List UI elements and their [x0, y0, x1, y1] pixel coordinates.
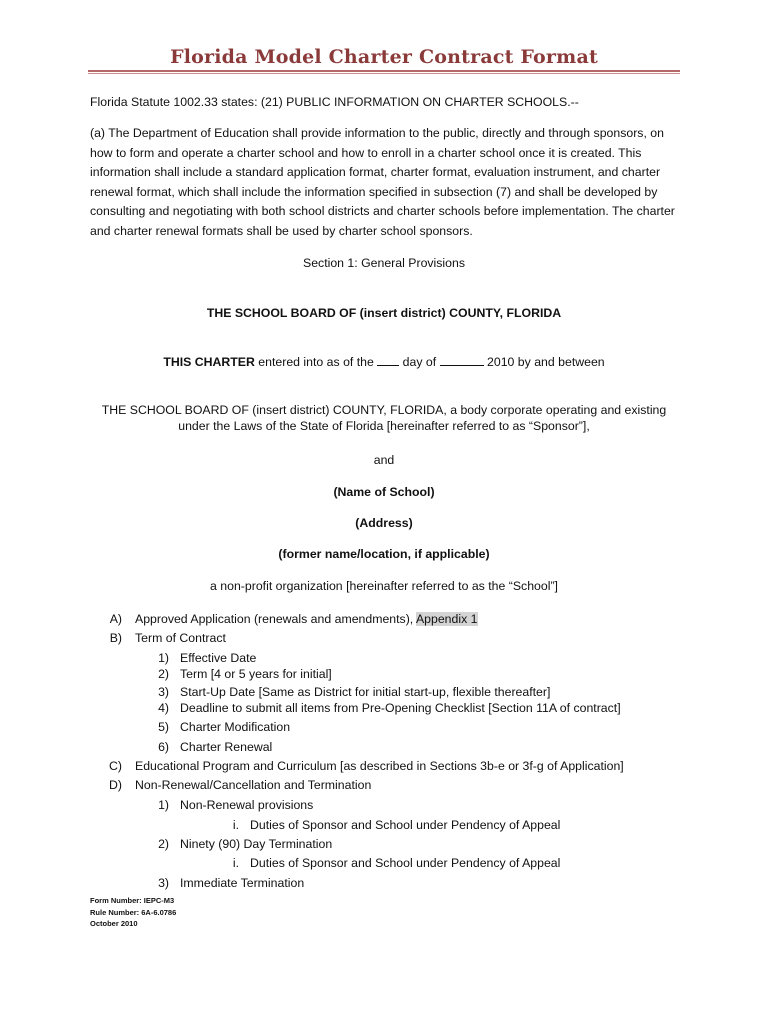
- sub-marker: 3): [158, 685, 169, 699]
- section-heading: Section 1: General Provisions: [303, 256, 465, 270]
- sub-marker: 4): [158, 701, 169, 715]
- school-board-heading: THE SCHOOL BOARD OF (insert district) COUNTY, FLORIDA: [206, 306, 562, 320]
- charter-entry-line: [0, 354, 768, 370]
- charter-text-2: day of: [399, 355, 440, 369]
- school-name-placeholder: (Name of School): [333, 485, 435, 499]
- sub-item: Deadline to submit all items from Pre-Opening Checklist [Section 11A of contract]: [180, 701, 621, 715]
- nonprofit-line: a non-profit organization [hereinafter referred to as the “School”]: [210, 579, 558, 593]
- charter-text-3: 2010 by and between: [483, 355, 605, 369]
- appendix-highlight: Appendix 1: [415, 612, 478, 626]
- day-blank: [377, 354, 399, 366]
- sub-item: Ninety (90) Day Termination: [180, 837, 333, 851]
- rule-number: Rule Number: 6A-6.0786: [90, 907, 177, 917]
- sub-marker: 2): [158, 837, 169, 851]
- sub-item: Start-Up Date [Same as District for initial start-up, flexible thereafter]: [180, 685, 551, 699]
- sub-item: Charter Renewal: [180, 740, 273, 754]
- roman-marker: i.: [232, 856, 239, 870]
- sub-item: Immediate Termination: [180, 876, 305, 890]
- former-name-placeholder: (former name/location, if applicable): [278, 547, 490, 561]
- sub-item: Non-Renewal provisions: [180, 798, 314, 812]
- sub-item: Charter Modification: [180, 720, 291, 734]
- sub-item: Term [4 or 5 years for initial]: [180, 667, 332, 681]
- sub-marker: 1): [158, 798, 169, 812]
- footer-date: October 2010: [90, 919, 138, 928]
- charter-label: THIS CHARTER: [163, 355, 255, 369]
- document-title: Florida Model Charter Contract Format: [170, 46, 598, 68]
- statute-line: Florida Statute 1002.33 states: (21) PUBLIC INFORMATION ON CHARTER SCHOOLS.--: [90, 95, 579, 109]
- outline-item-c: Educational Program and Curriculum [as described in Sections 3b-e or 3f-g of Application]: [135, 759, 624, 773]
- outline-marker: D): [109, 778, 122, 792]
- roman-item: Duties of Sponsor and School under Pendency of Appeal: [250, 818, 561, 832]
- title-divider-thin: [88, 73, 680, 74]
- outline-marker: C): [109, 759, 122, 773]
- roman-marker: i.: [232, 818, 239, 832]
- outline-marker: A): [109, 612, 122, 626]
- roman-item: Duties of Sponsor and School under Pendency of Appeal: [250, 856, 561, 870]
- charter-text-1: entered into as of the: [254, 355, 378, 369]
- sub-marker: 5): [158, 720, 169, 734]
- sub-item: Effective Date: [180, 651, 257, 665]
- outline-item-d: Non-Renewal/Cancellation and Termination: [135, 778, 372, 792]
- sub-marker: 1): [158, 651, 169, 665]
- board-description-1: THE SCHOOL BOARD OF (insert district) COUNTY, FLORIDA, a body corporate operating and existing: [101, 403, 667, 417]
- outline-item-a: [135, 611, 478, 627]
- and-text: and: [373, 453, 395, 467]
- intro-paragraph: (a) The Department of Education shall provide information to the public, directly and through sponsors, on how to form and operate a charter school and how to enroll in a charter school once it is created. This information shall include a standard application format, charter format, evaluation instrument, and charter renewal format, which shall include the information specified in subsection (7) and shall be developed by consulting and negotiating with both school districts and charter schools before implementation. The charter and charter renewal formats shall be used by charter school sponsors.: [90, 126, 675, 238]
- outline-item-a-text: Approved Application (renewals and amendments),: [135, 612, 416, 626]
- address-placeholder: (Address): [355, 516, 413, 530]
- title-divider: [88, 70, 680, 72]
- form-number: Form Number: IEPC-M3: [90, 896, 175, 905]
- outline-marker: B): [109, 631, 122, 645]
- document-footer: [90, 895, 176, 930]
- board-description-2: under the Laws of the State of Florida [hereinafter referred to as “Sponsor”],: [178, 419, 590, 433]
- sub-marker: 3): [158, 876, 169, 890]
- sub-marker: 2): [158, 667, 169, 681]
- sub-marker: 6): [158, 740, 169, 754]
- month-blank: [440, 354, 484, 366]
- outline-item-b: Term of Contract: [135, 631, 226, 645]
